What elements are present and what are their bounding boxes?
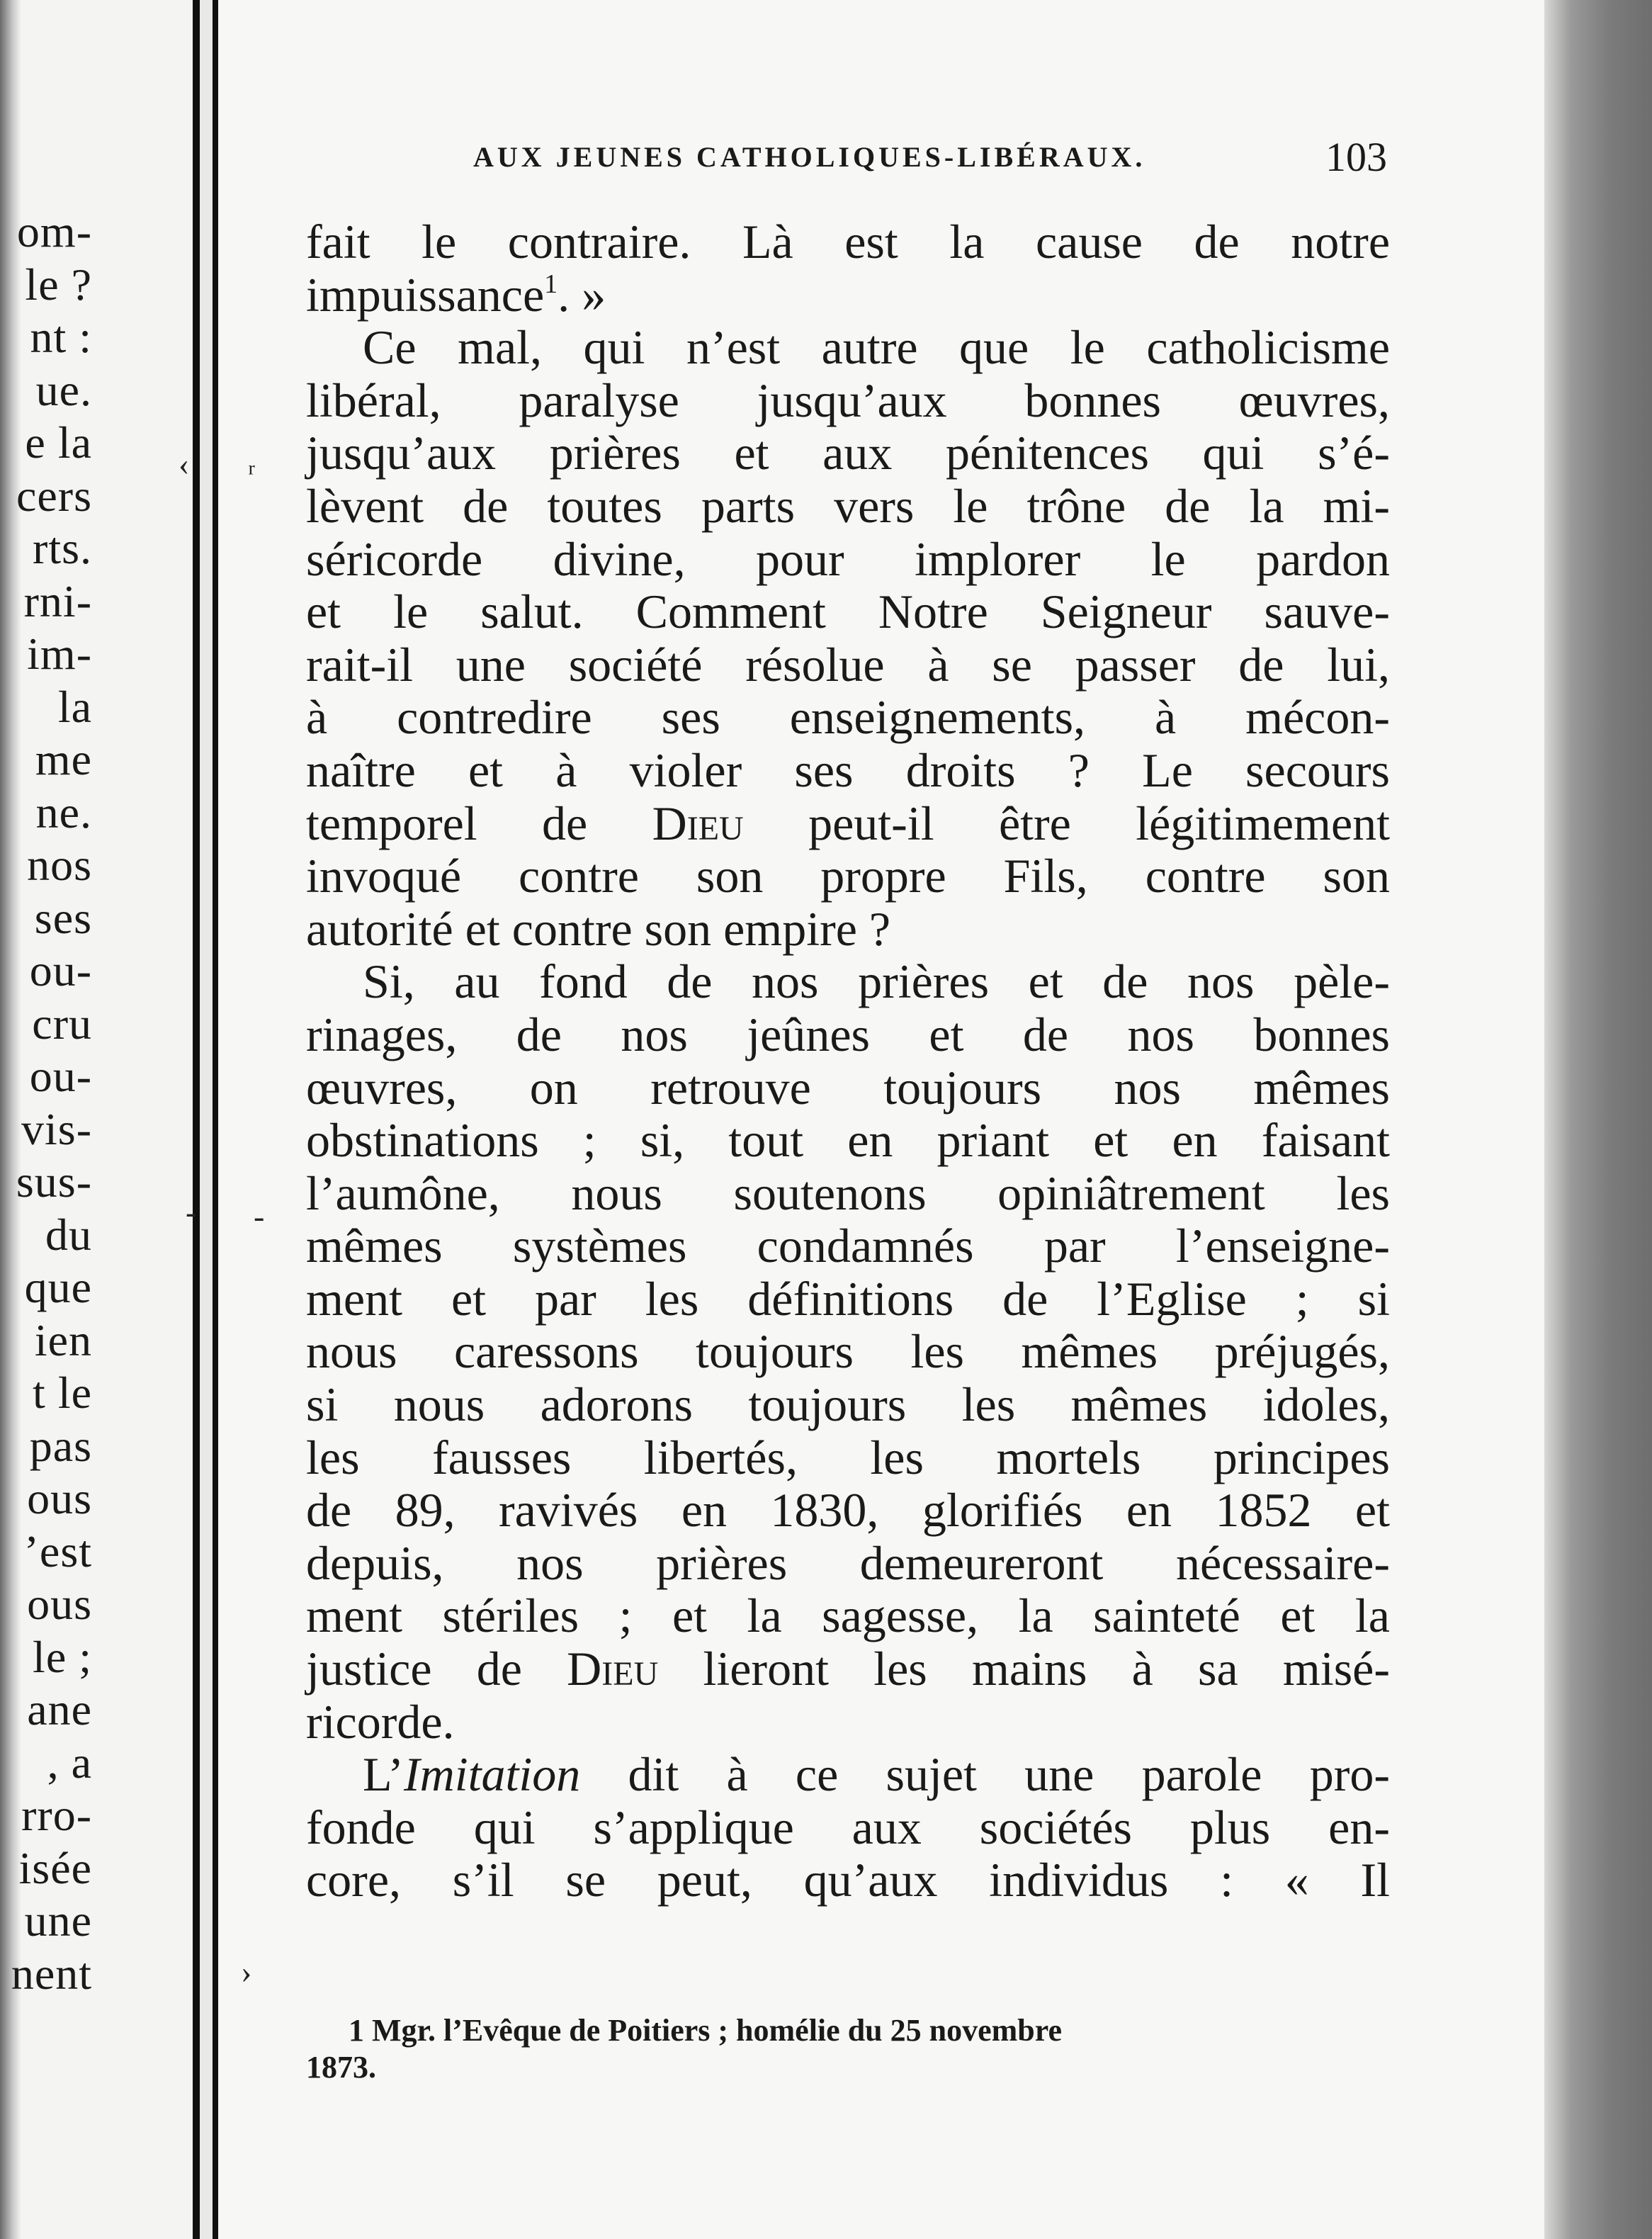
left-page-line: me — [35, 734, 92, 784]
text-span: L’ — [363, 1747, 404, 1802]
text-line: l’aumône, nous soutenons opiniâtrement les — [306, 1166, 1390, 1220]
text-line: libéral, paralyse jusqu’aux bonnes œuvres, — [306, 373, 1390, 427]
text-line: obstinations ; si, tout en priant et en faisant — [306, 1113, 1390, 1168]
text-line: jusqu’aux prières et aux pénitences qui s’é- — [306, 426, 1390, 480]
left-page-line: ou- — [29, 1051, 92, 1101]
paragraph-first-line: Si, au fond de nos prières et de nos pèle- — [363, 954, 1390, 1009]
text-line: depuis, nos prières demeureront nécessaire- — [306, 1535, 1390, 1590]
left-page-line: cers — [16, 470, 92, 521]
left-page-line: ous — [27, 1473, 92, 1523]
text-line: core, s’il se peut, qu’aux individus : « Il — [306, 1853, 1390, 1907]
left-page-line: le ; — [33, 1631, 92, 1682]
small-caps-dieu: Dieu — [567, 1642, 659, 1696]
left-page-line: ane — [27, 1684, 92, 1735]
margin-mark-5: › — [241, 1953, 252, 1990]
text-line: à contredire ses enseignements, à mécon- — [306, 690, 1390, 745]
left-page-line: ne. — [35, 786, 92, 837]
gutter — [200, 0, 213, 2239]
gutter-line-left — [193, 0, 200, 2239]
left-page-line: ue. — [35, 364, 92, 415]
body-text — [306, 215, 1390, 1907]
text-span: . » — [558, 267, 606, 322]
left-page-line: la — [57, 681, 92, 732]
italic-title: Imitation — [403, 1747, 581, 1802]
page-number: 103 — [1325, 134, 1387, 180]
left-page-line: om- — [16, 206, 92, 256]
text-span: peut-il être légitimement — [808, 796, 1391, 850]
left-page-line: , a — [47, 1737, 92, 1788]
left-page-line: rni- — [23, 575, 92, 626]
text-line: invoqué contre son propre Fils, contre son — [306, 849, 1390, 903]
margin-mark-3: - — [254, 1198, 265, 1234]
left-page-line: isée — [18, 1842, 92, 1893]
left-page-line: sus- — [16, 1156, 92, 1207]
footnote-ref: 1 — [544, 269, 558, 299]
text-span: impuissance — [306, 267, 545, 322]
left-page-line: une — [24, 1895, 92, 1946]
text-line — [306, 797, 1390, 850]
margin-mark-1: ‹ — [179, 446, 190, 482]
text-line: ment stériles ; et la sagesse, la sainteté et la — [306, 1589, 1390, 1643]
text-line: et le salut. Comment Notre Seigneur sauve- — [306, 585, 1390, 639]
text-line: rinages, de nos jeûnes et de nos bonnes — [306, 1007, 1390, 1061]
text-line: œuvres, on retrouve toujours nos mêmes — [306, 1060, 1390, 1115]
left-page-line: nent — [11, 1948, 92, 1999]
text-line: les fausses libertés, les mortels principes — [306, 1430, 1390, 1484]
left-page-line: nt : — [30, 312, 92, 362]
left-page-line: ous — [27, 1579, 92, 1629]
text-line: autorité et contre son empire ? — [306, 901, 891, 956]
margin-mark-4: - — [186, 1194, 197, 1230]
text-line: naître et à violer ses droits ? Le secours — [306, 743, 1390, 797]
text-line: nous caressons toujours les mêmes préjugés, — [306, 1324, 1390, 1379]
page-stack-edge — [1544, 0, 1652, 2239]
text-span: lieront les mains à sa misé- — [703, 1642, 1391, 1696]
text-line: mêmes systèmes condamnés par l’enseigne- — [306, 1219, 1390, 1273]
text-line: ment et par les définitions de l’Eglise ; si — [306, 1271, 1390, 1326]
text-span: dit à ce sujet une parole pro- — [628, 1747, 1390, 1802]
footnote-line: 1873. — [306, 2050, 376, 2085]
left-page-line: du — [45, 1209, 92, 1260]
text-line — [306, 1642, 1390, 1696]
page-header — [473, 133, 1394, 183]
text-line: lèvent de toutes parts vers le trône de la mi- — [306, 478, 1390, 533]
text-line: séricorde divine, pour implorer le pardon — [306, 531, 1390, 586]
left-page-line: le ? — [25, 259, 92, 310]
left-page-text — [0, 205, 92, 2000]
left-page-line: im- — [27, 628, 92, 679]
footnote-line: 1 Mgr. l’Evêque de Poitiers ; homélie du 25 novembre — [349, 2013, 1063, 2048]
text-span: temporel de — [306, 796, 588, 850]
text-line: rait-il une société résolue à se passer de lui, — [306, 637, 1390, 692]
running-title: AUX JEUNES CATHOLIQUES-LIBÉRAUX. — [473, 141, 1146, 173]
left-page-line: ien — [34, 1314, 92, 1365]
text-line: fonde qui s’applique aux sociétés plus en- — [306, 1800, 1390, 1854]
left-page-line: ses — [34, 892, 92, 943]
left-page-line: t le — [33, 1367, 92, 1418]
left-page-line: pas — [29, 1420, 92, 1471]
footnote — [306, 2012, 1397, 2086]
left-page-line: e la — [25, 417, 92, 468]
text-span: justice de — [306, 1642, 522, 1696]
text-line: ricorde. — [306, 1694, 455, 1749]
margin-mark-2: ʳ — [248, 454, 255, 490]
gutter-line-right — [213, 0, 218, 2239]
text-line: fait le contraire. Là est la cause de notre — [306, 215, 1390, 269]
left-page-line: rro- — [21, 1790, 92, 1840]
small-caps-dieu: Dieu — [652, 796, 744, 850]
left-page-line: rts. — [33, 523, 92, 573]
text-line: de 89, ravivés en 1830, glorifiés en 1852 et — [306, 1483, 1390, 1538]
left-page-line: que — [24, 1262, 92, 1312]
left-page-line: vis- — [21, 1103, 92, 1154]
left-page-line: ’est — [23, 1525, 92, 1577]
left-page-line: cru — [32, 998, 92, 1049]
text-line: si nous adorons toujours les mêmes idoles, — [306, 1377, 1390, 1432]
left-page-line: nos — [27, 840, 92, 890]
paragraph-first-line: Ce mal, qui n’est autre que le catholicisme — [363, 320, 1390, 375]
paragraph-first-line — [306, 1748, 1390, 1801]
text-line — [306, 269, 1390, 322]
left-page-line: ou- — [29, 945, 92, 996]
